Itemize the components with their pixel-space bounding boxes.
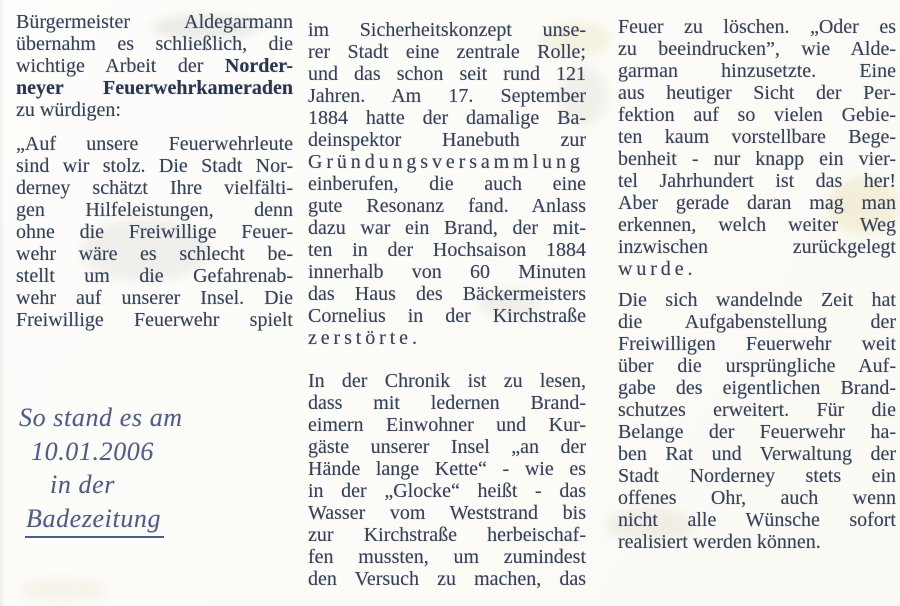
text-line: gute Resonanz fand. Anlass [308, 195, 586, 217]
text-line: und das schon seit rund 121 [308, 63, 586, 85]
text-line: Bürgermeister Aldegarmann [16, 11, 293, 33]
paragraph [308, 370, 586, 590]
text-line: übernahm es schließlich, die [16, 33, 293, 55]
handwritten-note [2, 401, 302, 538]
text-line: wehr auf unserer Insel. Die [16, 287, 293, 309]
text-line: stellt um die Gefahrenab- [16, 265, 293, 287]
text-line: ten in der Hochsaison 1884 [308, 239, 586, 261]
paragraph [16, 133, 293, 331]
text-line: Feuer zu löschen. „Oder es [618, 16, 896, 38]
text-line: dass mit ledernen Brand- [308, 392, 586, 414]
text-line: über die ursprüngliche Auf- [618, 355, 896, 377]
text-line: Gründungsversammlung [308, 151, 584, 173]
text-line: rer Stadt eine zentrale Rolle; [308, 41, 586, 63]
text-line: offenes Ohr, auch wenn [618, 487, 896, 509]
text-line: zur Kirchstraße herbeischaf- [308, 524, 586, 546]
text-line: realisiert werden können. [618, 531, 821, 553]
text-line: schutzes erweitert. Für die [618, 399, 896, 421]
text-line: inzwischen zurückgelegt [618, 236, 896, 258]
text-line: zu würdigen: [16, 99, 121, 121]
text-line: In der Chronik ist zu lesen, [308, 370, 586, 392]
text-line: fen mussten, um zumindest [308, 546, 586, 568]
text-line: deinspektor Hanebuth zur [308, 129, 586, 151]
text-line: aus heutiger Sicht der Per- [618, 82, 896, 104]
text-line: gabe des eigentlichen Brand- [618, 377, 896, 399]
note-line-in-der: in der [50, 470, 115, 499]
text-line: einberufen, die auch eine [308, 173, 586, 195]
text-line: fektion auf so vielen Gebie- [618, 104, 896, 126]
note-line-source [2, 502, 302, 539]
paragraph [16, 11, 293, 121]
article-column-2 [308, 19, 586, 590]
text-line: sind wir stolz. Die Stadt Nor- [16, 155, 293, 177]
text-line: Freiwilligen Feuerwehr weit [618, 333, 896, 355]
text-line: Jahren. Am 17. September [308, 85, 586, 107]
text-line: neyer Feuerwehrkameraden [16, 77, 293, 99]
text-line: gen Hilfeleistungen, denn [16, 199, 293, 221]
text-line: Aber gerade daran mag man [618, 192, 896, 214]
text-line: benheit - nur knapp ein vier- [618, 148, 896, 170]
text-line: innerhalb von 60 Minuten [308, 261, 586, 283]
text-line: Hände lange Kette“ - wie es [308, 458, 586, 480]
text-line: das Haus des Bäckermeisters [308, 283, 586, 305]
note-source-underlined: Badezeitung [25, 502, 164, 539]
paragraph [308, 19, 586, 349]
text-line: Belange der Feuerwehr ha- [618, 421, 896, 443]
text-line: „Auf unsere Feuerwehrleute [16, 133, 293, 155]
paragraph [618, 289, 896, 553]
text-line: tel Jahrhundert ist das her! [618, 170, 896, 192]
text-line: Freiwillige Feuerwehr spielt [16, 309, 293, 331]
text-line: zerstörte. [308, 327, 421, 349]
text-line: Stadt Norderney stets ein [618, 465, 896, 487]
text-line: ohne die Freiwillige Feuer- [16, 221, 293, 243]
text-line: Wasser vom Weststrand bis [308, 502, 586, 524]
text-line: gäste unserer Insel „an der [308, 436, 586, 458]
text-line: den Versuch zu machen, das [308, 568, 586, 590]
text-line: im Sicherheitskonzept unse- [308, 19, 586, 41]
text-line: erkennen, welch weiter Weg [618, 214, 896, 236]
scan-smudge [18, 578, 108, 602]
text-line: die Aufgabenstellung der [618, 311, 896, 333]
note-line-date: 10.01.2006 [31, 436, 154, 466]
text-line: eimern Einwohner und Kur- [308, 414, 586, 436]
paragraph [618, 16, 896, 280]
text-line: ben Rat und Verwaltung der [618, 443, 896, 465]
note-line-date-intro: So stand es am [19, 403, 183, 432]
text-line: zu beeindrucken”, wie Alde- [618, 38, 896, 60]
article-column-1 [16, 11, 293, 331]
article-column-3 [618, 16, 896, 553]
text-line: derney schätzt Ihre vielfälti- [16, 177, 293, 199]
text-line: garman hinzusetzte. Eine [618, 60, 896, 82]
text-line: nicht alle Wünsche sofort [618, 509, 896, 531]
text-line: wurde. [618, 258, 697, 280]
text-line: wichtige Arbeit der Norder- [16, 55, 293, 77]
text-line: 1884 hatte der damalige Ba- [308, 107, 586, 129]
text-line: ten kaum vorstellbare Bege- [618, 126, 896, 148]
text-line: wehr wäre es schlecht be- [16, 243, 293, 265]
text-line: Cornelius in der Kirchstraße [308, 305, 586, 327]
text-line: in der „Glocke“ heißt - das [308, 480, 586, 502]
text-line: Die sich wandelnde Zeit hat [618, 289, 896, 311]
text-line: dazu war ein Brand, der mit- [308, 217, 586, 239]
